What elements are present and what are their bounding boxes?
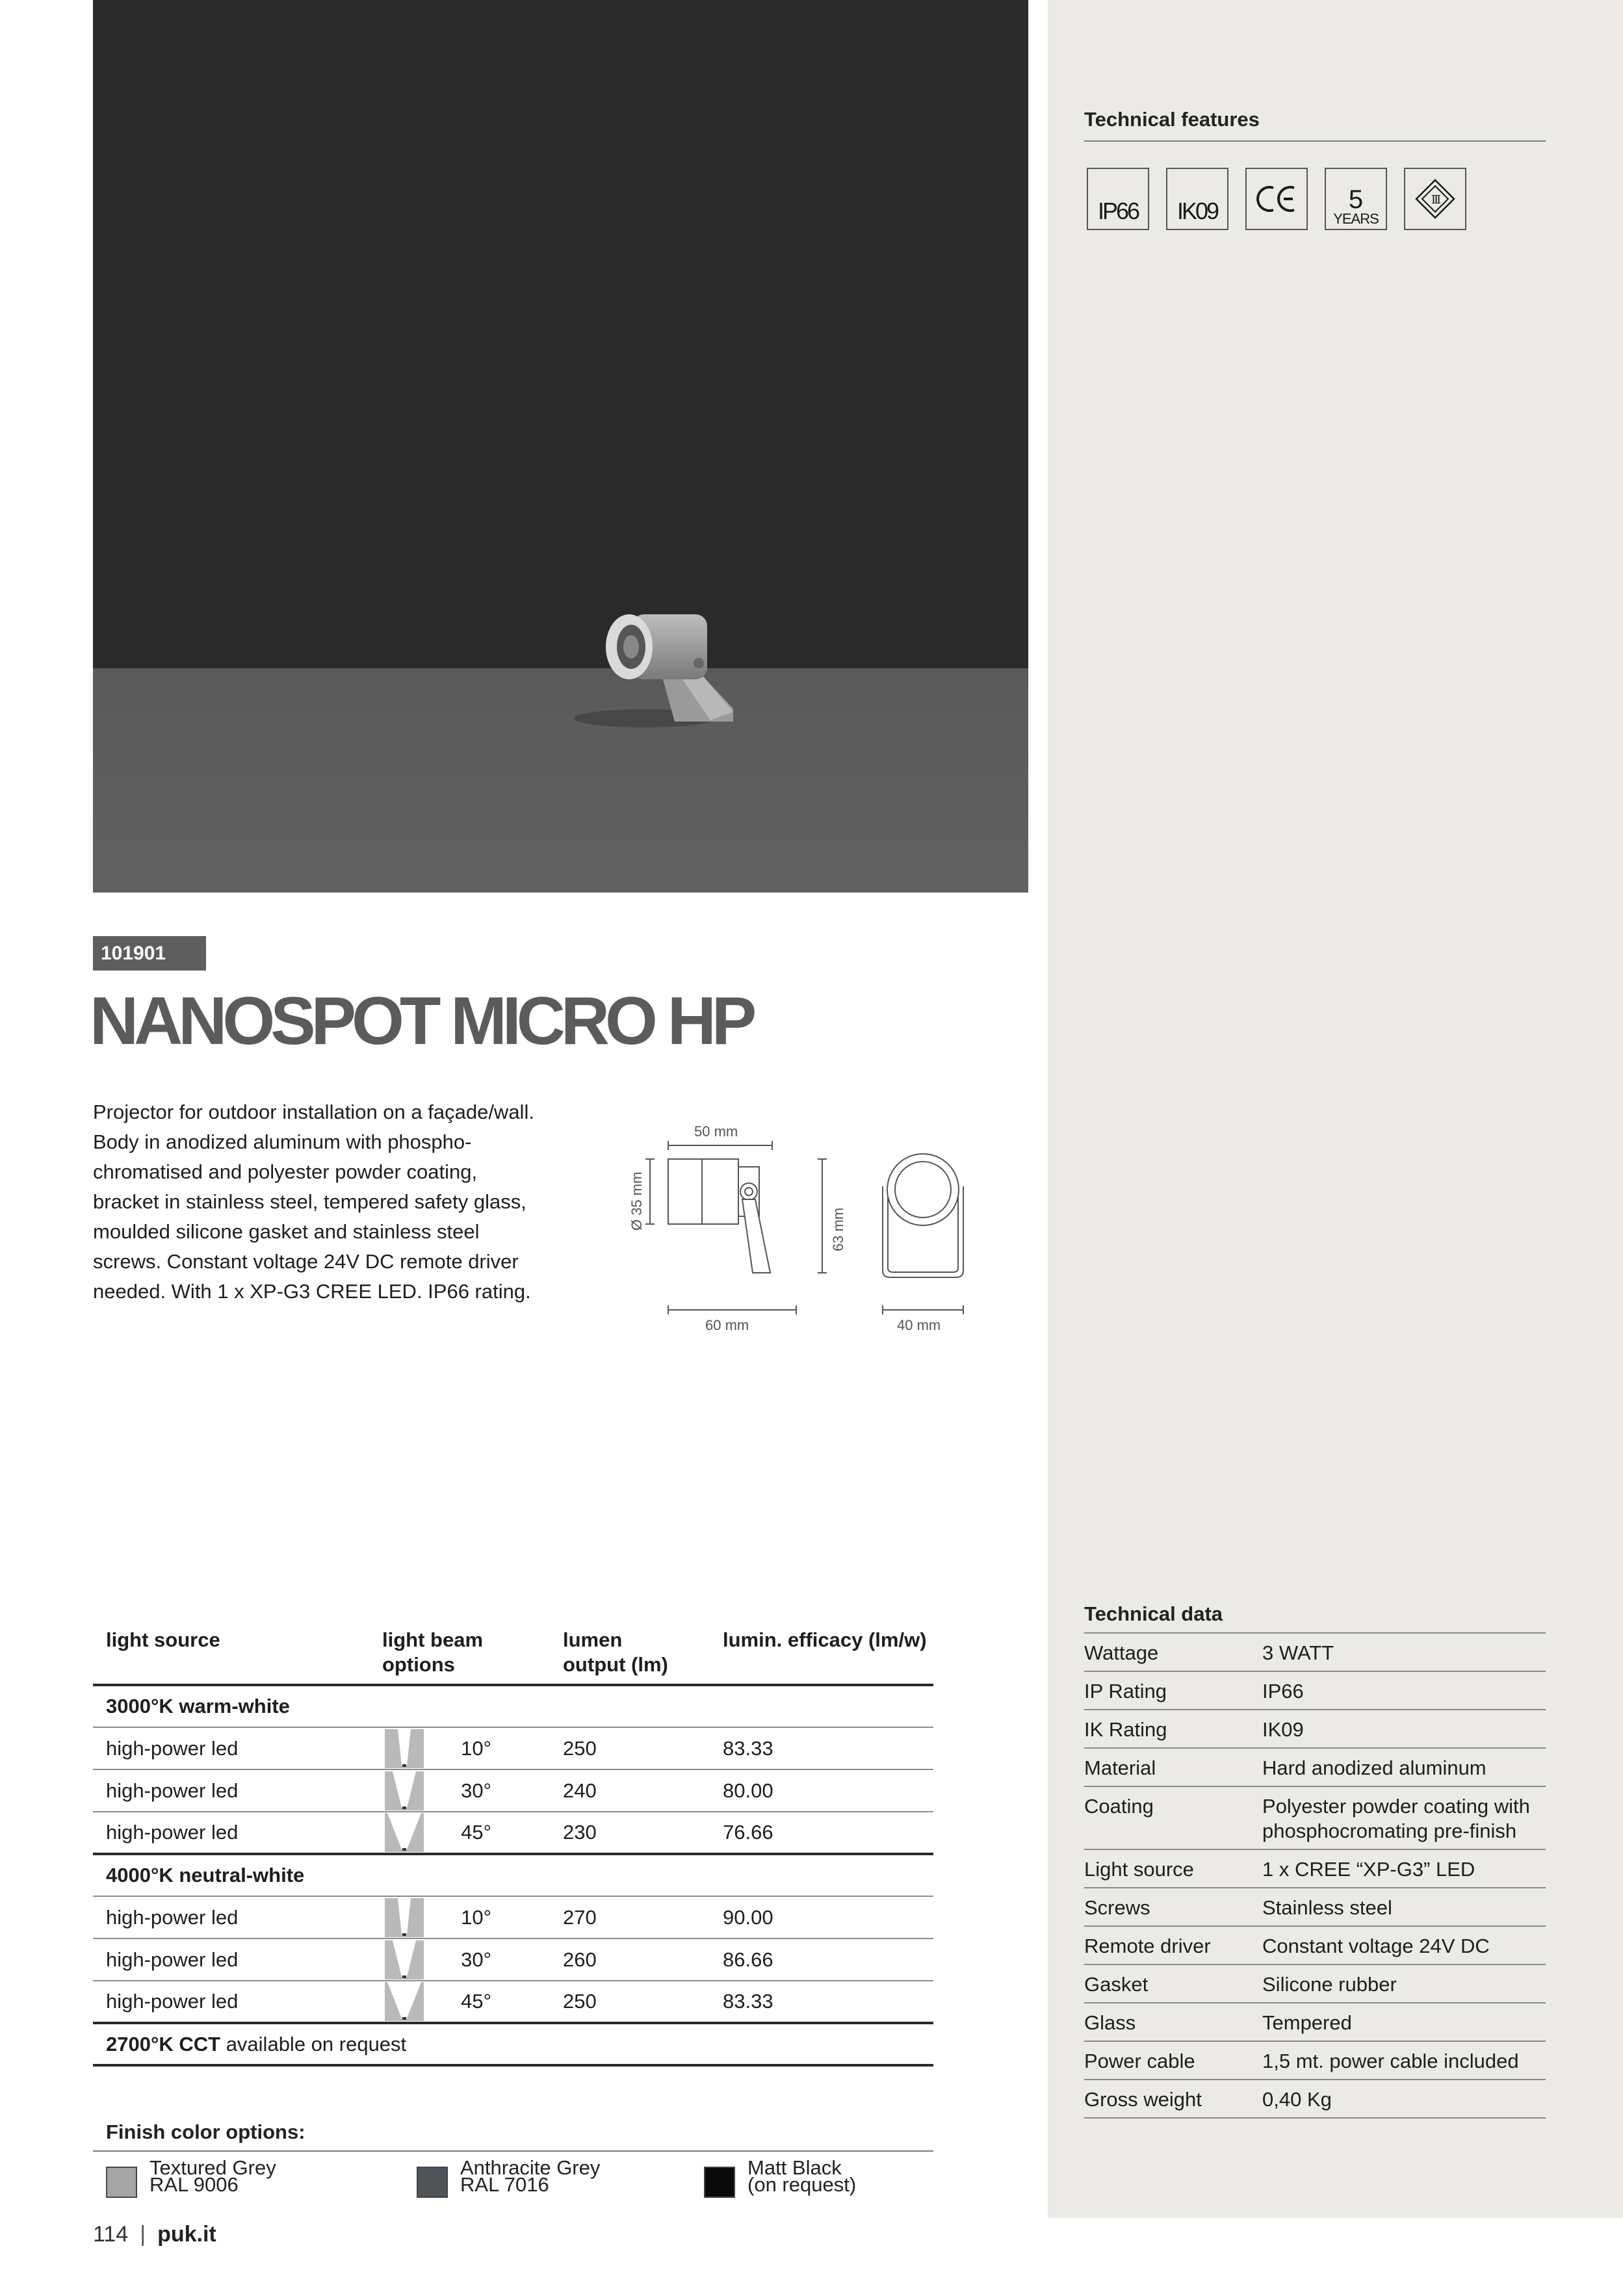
light-source-cell: high-power led xyxy=(93,1812,369,1854)
finish-code: (on request) xyxy=(747,2173,857,2196)
warranty-5-years-icon xyxy=(1325,168,1387,230)
ce-glyph xyxy=(1254,183,1299,215)
tech-data-value: Constant voltage 24V DC xyxy=(1262,1926,1546,1964)
finish-swatch-matt-black xyxy=(704,2167,735,2198)
lumen-output-cell: 250 xyxy=(550,1981,710,2023)
footer-separator: | xyxy=(140,2222,146,2247)
lumen-output-cell: 270 xyxy=(550,1896,710,1938)
lumen-table-row xyxy=(93,1981,933,2023)
tech-data-key: Material xyxy=(1084,1748,1262,1786)
light-source-cell: high-power led xyxy=(93,1896,369,1938)
beam-angle: 30° xyxy=(461,1779,491,1802)
product-photo xyxy=(93,0,1028,893)
lumen-table-header xyxy=(93,1621,933,1685)
efficacy-cell: 83.33 xyxy=(710,1981,933,2023)
tech-data-key: Light source xyxy=(1084,1849,1262,1888)
tech-data-key: Gasket xyxy=(1084,1964,1262,2003)
beam-angle-icon xyxy=(385,1898,424,1937)
beam-angle: 10° xyxy=(461,1905,491,1929)
lumen-output-cell: 240 xyxy=(550,1769,710,1812)
light-source-cell: high-power led xyxy=(93,1981,369,2023)
tech-data-row xyxy=(1084,2080,1546,2118)
finish-label-matt-black xyxy=(747,2156,857,2196)
tech-data-row xyxy=(1084,1964,1546,2003)
finish-name: Anthracite Grey xyxy=(460,2156,601,2179)
efficacy-cell: 86.66 xyxy=(710,1938,933,1981)
technical-data-table xyxy=(1084,1632,1546,2119)
tech-data-row xyxy=(1084,2003,1546,2041)
lumen-table-row xyxy=(93,1727,933,1769)
lumen-table-row xyxy=(93,1812,933,1854)
dim-diameter: Ø 35 mm xyxy=(629,1171,645,1231)
tech-data-key: Gross weight xyxy=(1084,2080,1262,2118)
lumen-table-row xyxy=(93,1896,933,1938)
light-source-cell: high-power led xyxy=(93,1938,369,1981)
beam-angle: 30° xyxy=(461,1948,491,1971)
tech-data-row xyxy=(1084,1849,1546,1888)
efficacy-cell: 76.66 xyxy=(710,1812,933,1854)
product-description: Projector for outdoor installation on a façade/wall. Body in anodized aluminum with phospho-chromatised and polyester powder coating, bracket in stainless steel, tempered safety glass, moulded silicone gasket and stainless steel screws. Constant voltage 24V DC remote driver needed. With 1 x XP-G3 CREE LED. IP66 rating. xyxy=(93,1101,534,1303)
beam-cell xyxy=(369,1981,550,2023)
beam-cell xyxy=(369,1727,550,1769)
beam-angle-icon xyxy=(385,1729,424,1768)
finish-swatch-textured-grey xyxy=(106,2167,137,2198)
product-title: NANOSPOT MICRO HP xyxy=(90,984,753,1059)
tech-data-key: Power cable xyxy=(1084,2041,1262,2080)
efficacy-cell: 83.33 xyxy=(710,1727,933,1769)
ce-mark-icon xyxy=(1245,168,1308,230)
tech-data-row xyxy=(1084,1786,1546,1849)
efficacy-cell: 90.00 xyxy=(710,1896,933,1938)
tech-data-value: IP66 xyxy=(1262,1671,1546,1710)
finish-title: Finish color options: xyxy=(106,2120,305,2143)
beam-angle-icon xyxy=(385,1982,424,2021)
tech-data-value: Tempered xyxy=(1262,2003,1546,2041)
lumen-table xyxy=(93,1621,933,2067)
ip66-icon: IP66 xyxy=(1087,168,1149,230)
page-number: 114 xyxy=(93,2222,129,2247)
finish-label-anthracite-grey xyxy=(460,2156,601,2196)
dim-depth: 40 mm xyxy=(897,1317,941,1333)
technical-data-title: Technical data xyxy=(1084,1602,1223,1625)
col-header-efficacy: lumin. efficacy (lm/w) xyxy=(710,1621,933,1685)
lumen-footnote-row xyxy=(93,2023,933,2065)
color-temperature-label: 4000°K neutral-white xyxy=(93,1854,933,1896)
col-header-beam: light beam options xyxy=(369,1621,550,1685)
tech-data-value: 3 WATT xyxy=(1262,1633,1546,1671)
lumen-footnote xyxy=(93,2023,933,2065)
beam-cell xyxy=(369,1938,550,1981)
lumen-output-cell: 250 xyxy=(550,1727,710,1769)
light-source-cell: high-power led xyxy=(93,1727,369,1769)
tech-data-key: Glass xyxy=(1084,2003,1262,2041)
beam-angle: 45° xyxy=(461,1821,491,1844)
beam-option xyxy=(382,1813,550,1852)
beam-cell xyxy=(369,1812,550,1854)
tech-data-key: IK Rating xyxy=(1084,1710,1262,1748)
warranty-years-label: YEARS xyxy=(1333,211,1379,227)
warranty-years-number: 5 xyxy=(1348,185,1364,214)
beam-angle: 10° xyxy=(461,1736,491,1760)
dimension-drawing xyxy=(611,1115,988,1336)
lumen-group-row xyxy=(93,1854,933,1896)
efficacy-cell: 80.00 xyxy=(710,1769,933,1812)
class-iii-label: III xyxy=(1431,193,1440,207)
page-footer xyxy=(93,2222,216,2247)
light-source-cell: high-power led xyxy=(93,1769,369,1812)
dim-width-top: 50 mm xyxy=(694,1123,738,1140)
tech-data-row xyxy=(1084,1671,1546,1710)
beam-angle: 45° xyxy=(461,1990,491,2013)
ik09-icon: IK09 xyxy=(1166,168,1228,230)
beam-option xyxy=(382,1898,550,1937)
lumen-table-row xyxy=(93,1938,933,1981)
lumen-group-row xyxy=(93,1685,933,1727)
tech-data-value: Silicone rubber xyxy=(1262,1964,1546,2003)
tech-data-value: 0,40 Kg xyxy=(1262,2080,1546,2118)
tech-data-row xyxy=(1084,2041,1546,2080)
beam-option xyxy=(382,1729,550,1768)
beam-angle-icon xyxy=(385,1940,424,1979)
tech-data-value: IK09 xyxy=(1262,1710,1546,1748)
dim-width-bottom: 60 mm xyxy=(705,1317,749,1333)
certification-icons xyxy=(1087,168,1466,230)
beam-option xyxy=(382,1982,550,2021)
divider xyxy=(93,2150,933,2152)
col-header-lumen: lumen output (lm) xyxy=(550,1621,710,1685)
product-code-badge: 101901 xyxy=(93,936,206,971)
beam-cell xyxy=(369,1896,550,1938)
beam-cell xyxy=(369,1769,550,1812)
beam-option xyxy=(382,1940,550,1979)
finish-name: Textured Grey xyxy=(149,2156,276,2179)
finish-code: RAL 9006 xyxy=(149,2173,239,2196)
finish-name: Matt Black xyxy=(747,2156,842,2179)
finish-swatch-anthracite-grey xyxy=(417,2167,448,2198)
divider xyxy=(1084,140,1546,142)
tech-data-key: Remote driver xyxy=(1084,1926,1262,1964)
lumen-output-cell: 230 xyxy=(550,1812,710,1854)
class-iii-icon xyxy=(1404,168,1466,230)
tech-data-row xyxy=(1084,1926,1546,1964)
beam-angle-icon xyxy=(385,1813,424,1852)
beam-option xyxy=(382,1771,550,1810)
dim-height: 63 mm xyxy=(830,1207,846,1251)
spotlight-render xyxy=(93,0,1028,893)
tech-data-value: 1 x CREE “XP-G3” LED xyxy=(1262,1849,1546,1888)
tech-data-row xyxy=(1084,1710,1546,1748)
website-link[interactable]: puk.it xyxy=(157,2222,216,2247)
tech-data-value: Polyester powder coating with phosphocromating pre-finish xyxy=(1262,1786,1546,1849)
beam-angle-icon xyxy=(385,1771,424,1810)
footnote-text: available on request xyxy=(220,2032,407,2055)
tech-data-key: IP Rating xyxy=(1084,1671,1262,1710)
tech-data-key: Wattage xyxy=(1084,1633,1262,1671)
tech-data-row xyxy=(1084,1633,1546,1671)
tech-data-row xyxy=(1084,1748,1546,1786)
technical-features-title: Technical features xyxy=(1084,108,1260,131)
lumen-table-row xyxy=(93,1769,933,1812)
tech-data-row xyxy=(1084,1888,1546,1926)
finish-code: RAL 7016 xyxy=(460,2173,549,2196)
tech-data-key: Coating xyxy=(1084,1786,1262,1849)
finish-label-textured-grey xyxy=(149,2156,276,2196)
tech-data-value: Hard anodized aluminum xyxy=(1262,1748,1546,1786)
tech-data-value: 1,5 mt. power cable included xyxy=(1262,2041,1546,2080)
lumen-output-cell: 260 xyxy=(550,1938,710,1981)
footnote-cct: 2700°K CCT xyxy=(106,2032,221,2055)
color-temperature-label: 3000°K warm-white xyxy=(93,1685,933,1727)
col-header-source: light source xyxy=(93,1621,369,1685)
tech-data-value: Stainless steel xyxy=(1262,1888,1546,1926)
tech-data-key: Screws xyxy=(1084,1888,1262,1926)
class-iii-glyph xyxy=(1412,176,1458,222)
